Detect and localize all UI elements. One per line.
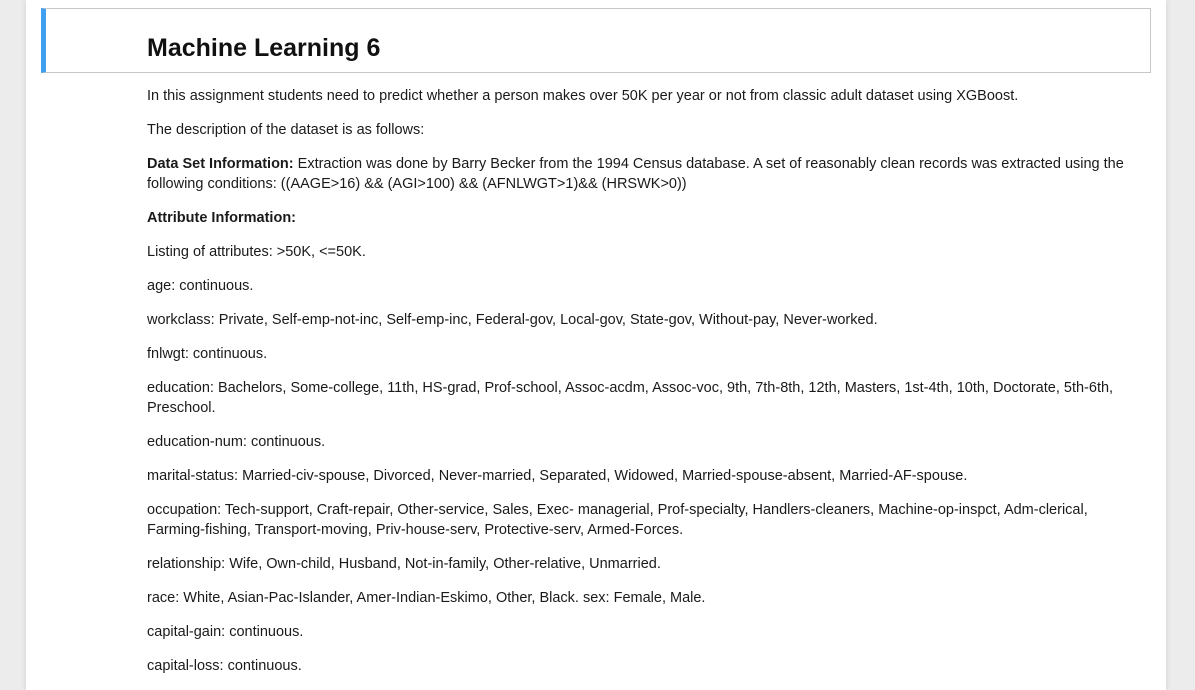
- attribute-line: fnlwgt: continuous.: [147, 346, 268, 362]
- attribute-heading-text: Attribute Information:: [147, 210, 297, 226]
- page-title: Machine Learning 6: [147, 34, 381, 62]
- intro-paragraph: In this assignment students need to predict whether a person makes over 50K per year or not from classic adult dataset using XGBoost.: [147, 88, 1019, 104]
- dataset-info-label: Data Set Information:: [147, 156, 294, 172]
- attribute-heading: [147, 208, 1137, 228]
- attribute-line: age: continuous.: [147, 278, 254, 294]
- attribute-line: race: White, Asian-Pac-Islander, Amer-Indian-Eskimo, Other, Black. sex: Female, Male.: [147, 590, 706, 606]
- attribute-line: workclass: Private, Self-emp-not-inc, Self-emp-inc, Federal-gov, Local-gov, State-gov, Without-pay, Never-worked.: [147, 312, 878, 328]
- attribute-line: Listing of attributes: >50K, <=50K.: [147, 244, 366, 260]
- attribute-line: occupation: Tech-support, Craft-repair, Other-service, Sales, Exec- managerial, Prof-specialty, Handlers-cleaners, Machine-op-inspct, Adm-clerical, Farming-fishing, Transport-moving, Priv-house-serv, Protective-serv, Armed-Forces.: [147, 502, 1088, 538]
- title-box: [41, 8, 1151, 73]
- attribute-line: capital-loss: continuous.: [147, 658, 302, 674]
- attribute-line: relationship: Wife, Own-child, Husband, Not-in-family, Other-relative, Unmarried.: [147, 556, 661, 572]
- dataset-info-text: Extraction was done by Barry Becker from the 1994 Census database. A set of reasonably clean records was extracted using the following conditions: ((AAGE>16) && (AGI>100) && (AFNLWGT>1)&& (HRSWK>0)): [147, 156, 1124, 192]
- description-lead: The description of the dataset is as follows:: [147, 122, 425, 138]
- attribute-line: education-num: continuous.: [147, 434, 326, 450]
- document-page: [26, 0, 1166, 690]
- document-body: [147, 86, 1137, 690]
- attribute-line: capital-gain: continuous.: [147, 624, 304, 640]
- attribute-line: education: Bachelors, Some-college, 11th, HS-grad, Prof-school, Assoc-acdm, Assoc-voc, 9th, 7th-8th, 12th, Masters, 1st-4th, 10th, Doctorate, 5th-6th, Preschool.: [147, 380, 1114, 416]
- attribute-line: marital-status: Married-civ-spouse, Divorced, Never-married, Separated, Widowed, Married-spouse-absent, Married-AF-spouse.: [147, 468, 968, 484]
- dataset-info-paragraph: [147, 154, 1137, 194]
